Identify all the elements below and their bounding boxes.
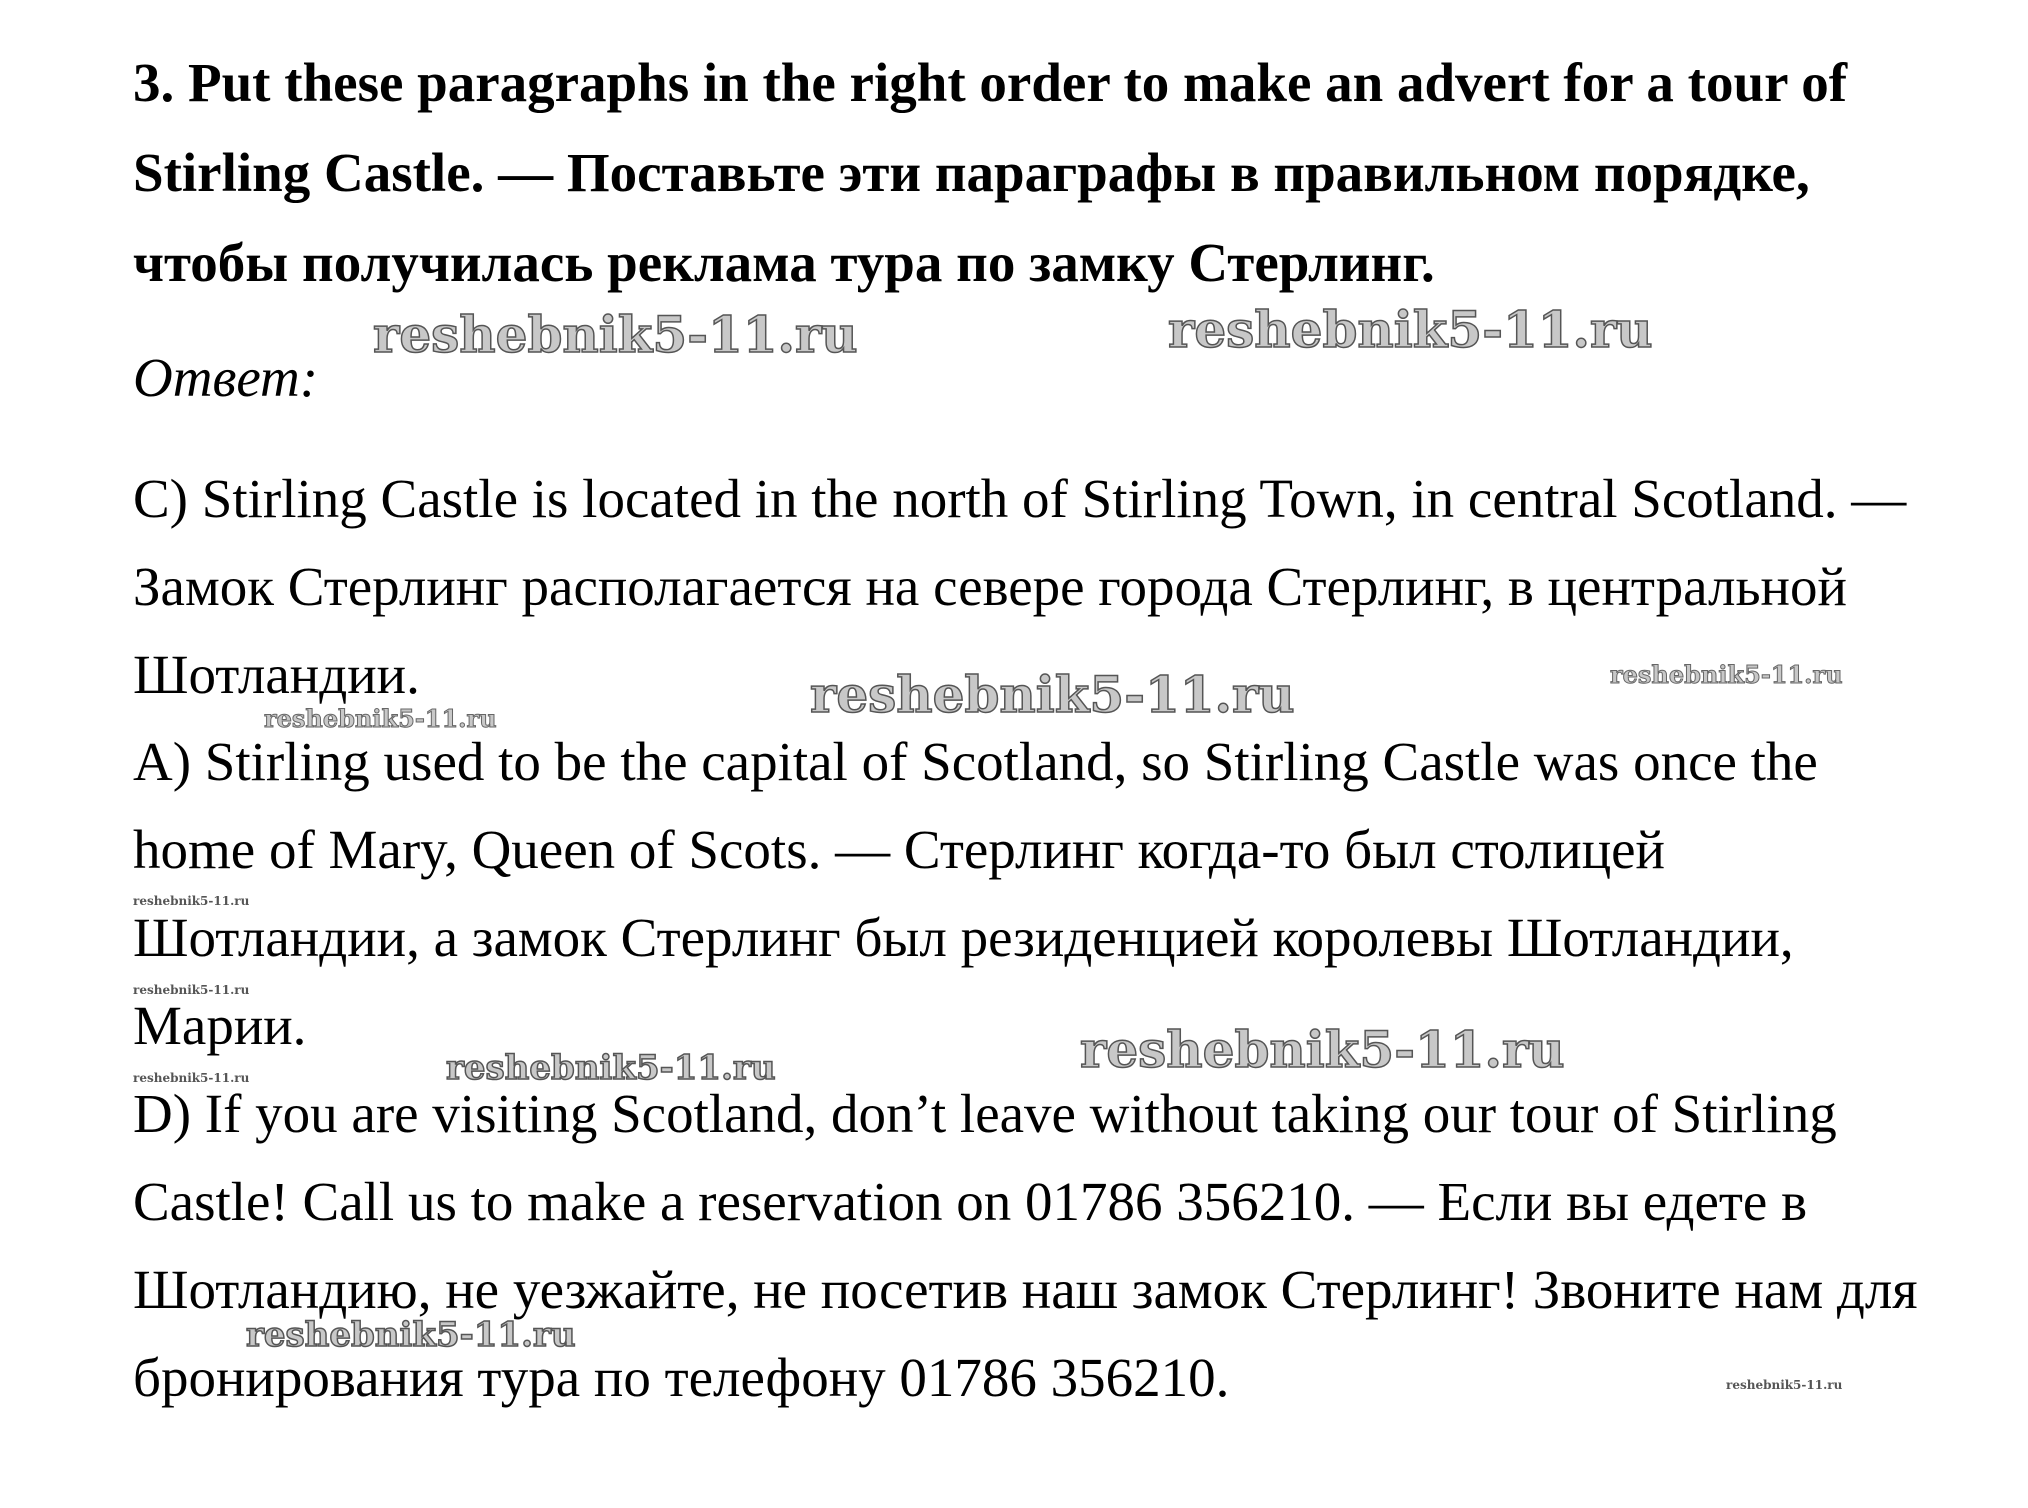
paragraph-d: D) If you are visiting Scotland, don’t leave without taking our tour of Stirling Castle! Call us to make a reservation on 01786 356210. — Если вы едете в Шотландию, не уезжайте, не посетив наш замок Стерлинг! Звоните нам для бронирования тура по телефону 01786 356210. [133,1083,1918,1408]
watermark: reshebnik5-11.ru [133,894,250,908]
answer-label: Ответ: [133,347,319,408]
watermark: reshebnik5-11.ru [133,1071,250,1085]
watermark: reshebnik5-11.ru [1168,300,1653,359]
watermark: reshebnik5-11.ru [446,1048,776,1088]
task-heading: 3. Put these paragraphs in the right order to make an advert for a tour of Stirling Castle. — Поставьте эти параграфы в правильном порядке, чтобы получилась реклама тура по замку Стерлинг. [133,52,1848,293]
watermark: reshebnik5-11.ru [1610,660,1843,689]
watermark: reshebnik5-11.ru [246,1315,576,1355]
watermark: reshebnik5-11.ru [1726,1378,1843,1392]
paragraph-a: A) Stirling used to be the capital of Scotland, so Stirling Castle was once the home of Mary, Queen of Scots. — Стерлинг когда-то был столицей Шотландии, а замок Стерлинг был резиденцией королевы Шотландии, Марии. [133,731,1818,1056]
watermark: reshebnik5-11.ru [264,704,497,733]
watermark: reshebnik5-11.ru [810,665,1295,724]
paragraph-c: C) Stirling Castle is located in the north of Stirling Town, in central Scotland. — Замок Стерлинг располагается на севере города Стерлинг, в центральной Шотландии. [133,468,1907,705]
watermark: reshebnik5-11.ru [133,983,250,997]
watermark: reshebnik5-11.ru [373,305,858,364]
watermark: reshebnik5-11.ru [1080,1020,1565,1079]
